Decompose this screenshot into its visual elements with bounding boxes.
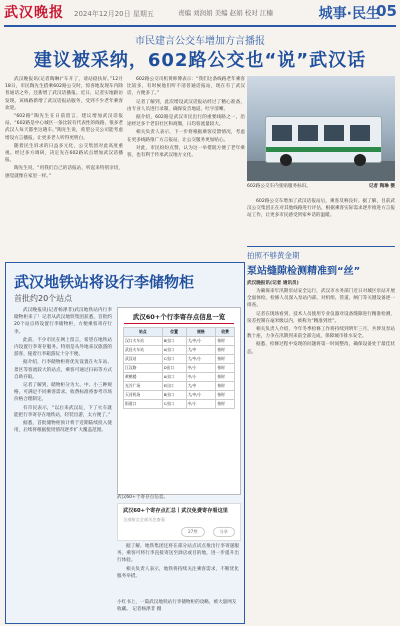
section-name: 城事·民生 bbox=[318, 6, 380, 22]
table-cell: 大/中/小 bbox=[186, 391, 216, 400]
table-cell: 光谷广场 bbox=[124, 382, 163, 391]
table-cell: 武昌火车站 bbox=[124, 346, 163, 355]
table-cell: B出口 bbox=[162, 391, 186, 400]
side-body bbox=[247, 288, 395, 357]
bus-shape bbox=[265, 116, 382, 163]
lead-column-2 bbox=[127, 76, 245, 160]
paragraph: 武汉晚报讯(记者杨涤非)武汉地铁站内行李储物柜来了！记者从武汉地铁集团获悉，首批约20个站点将设置行李储物柜，方便乘客寄存行李。 bbox=[14, 308, 112, 335]
paragraph: 记者在现场看到，技术人员使用专业仪器对设备缝隙进行精准检测，误差控制在毫米级以内，被称为“精准到丝”。 bbox=[247, 311, 395, 324]
table-cell: 中/小 bbox=[186, 373, 216, 382]
feature-column-2 bbox=[117, 543, 239, 581]
side-divider bbox=[247, 246, 395, 247]
photo-ground bbox=[247, 161, 395, 181]
table-cell: 按时 bbox=[216, 373, 235, 382]
article-card[interactable] bbox=[117, 503, 241, 541]
bus-wheel bbox=[354, 154, 366, 166]
page-number: 05 bbox=[376, 2, 397, 20]
newspaper-logo: 武汉晚报 bbox=[4, 5, 64, 21]
paragraph: 据悉，检修过程中发现的问题将第一时间整改，确保设备处于最佳状态。 bbox=[247, 342, 395, 355]
lead-headline: 建议被采纳，602路公交也“说”武汉话 bbox=[33, 50, 367, 71]
like-button[interactable]: 27赞 bbox=[181, 527, 205, 537]
table-header: 收费 bbox=[216, 328, 235, 337]
table-header: 规格 bbox=[186, 328, 216, 337]
feature-subtitle: 首批约20个站点 bbox=[14, 294, 73, 303]
phone-title: 武汉60+个行李寄存点信息一览 bbox=[132, 313, 226, 321]
paragraph: 武汉晚报讯(记者陶琳)“车开了，请站稳扶好。”12月18日，市民陶先生搭乘602路公交时，惊喜地发现车内除普通话之外，还新增了武汉话播报。近日，记者实地跟访发现，该线路新增了武汉话报站服务，受到不少老年乘客欢迎。 bbox=[5, 77, 123, 111]
table-cell: E出口 bbox=[162, 382, 186, 391]
table-cell: 大/中/小 bbox=[186, 355, 216, 364]
photo-caption bbox=[247, 183, 395, 190]
side-headline: 泵站缝隙检测精准到“丝” bbox=[247, 266, 361, 277]
paragraph: 602路公交车增加了武汉话报站后，乘客反响良好。据了解，目前武汉公交集团正在对其他线路进行评估，根据乘客实际需求逐步推进方言报站工作，让更多市民感受到家乡话的温暖。 bbox=[247, 199, 395, 219]
bus-window bbox=[272, 125, 292, 141]
table-cell: 按时 bbox=[216, 364, 235, 373]
table-cell: 按时 bbox=[216, 391, 235, 400]
table-row bbox=[124, 355, 235, 364]
paragraph: 602路公交司机黄师傅表示：“我们这条线路老年乘客比较多，有时候他们听不清普通话报站，现在有了武汉话，方便多了。” bbox=[127, 77, 245, 97]
table-cell: 黄鹤楼 bbox=[124, 373, 163, 382]
masthead-rule bbox=[4, 25, 396, 27]
table-header-row bbox=[124, 328, 235, 337]
paragraph: 相关负责人表示，地铁将持续关注乘客需求，不断优化服务举措。 bbox=[117, 566, 239, 579]
table-cell: 汉口火车站 bbox=[124, 337, 163, 346]
paragraph: 记者了解到，此次增设武汉话报站经过了精心准备，由专业人员进行录制，确保发音地道、吐字清晰。 bbox=[127, 99, 245, 112]
paragraph: 相关负责人表示，下一步将根据乘客反馈情况，考虑在更多线路推广方言报站，让公交服务更加贴心。 bbox=[127, 130, 245, 143]
lead-kicker: 市民建言公交车增加方言播报 bbox=[135, 36, 265, 47]
table-cell: B出口 bbox=[162, 337, 186, 346]
photo-caption-text: 602路公交车内张贴服务标识。 bbox=[247, 184, 311, 189]
table-cell: A出口 bbox=[162, 373, 186, 382]
table-cell: 天河机场 bbox=[124, 391, 163, 400]
bus-window bbox=[324, 125, 344, 141]
feature-footer-credit: 记者杨涤非 摄 bbox=[132, 607, 162, 612]
share-button[interactable]: 分享 bbox=[213, 527, 235, 537]
phone-caption: 武汉60+个寄存点信息。 bbox=[117, 495, 169, 500]
table-row bbox=[124, 373, 235, 382]
table-row bbox=[124, 382, 235, 391]
article-card-title: 武汉60+个寄存点汇总丨武汉免费寄存看这里 bbox=[123, 508, 228, 514]
storage-table bbox=[123, 327, 235, 409]
paragraph: 据介绍，602路是武汉市民出行的重要线路之一，沿途经过多个老旧社区和商圈，日均客流量较大。 bbox=[127, 115, 245, 128]
paragraph: 据介绍，行李储物柜将优先设置在火车站、景区等客流较大的站点，乘客可通过扫码等方式自助存取。 bbox=[14, 360, 112, 380]
table-row bbox=[124, 391, 235, 400]
table-cell: 按时 bbox=[216, 382, 235, 391]
bus-photo bbox=[247, 76, 395, 181]
table-cell: 按时 bbox=[216, 337, 235, 346]
paragraph: 记者了解到，储物柜分为大、中、小三种规格，可满足不同乘客需求。收费标准将参考市场价格合理制定。 bbox=[14, 383, 112, 403]
table-cell: 中/小 bbox=[186, 364, 216, 373]
table-cell: 大/中 bbox=[186, 346, 216, 355]
feature-column-1 bbox=[14, 307, 112, 435]
table-body bbox=[124, 337, 235, 409]
paragraph: 陶先生说，“用我们自己的话报站，听起来特别亲切，感觉就像在家里一样。” bbox=[5, 166, 123, 179]
editor-credits: 责编 刘润娟 美编 赵娟 校对 江楠 bbox=[178, 9, 273, 17]
lead-column-1 bbox=[5, 76, 123, 181]
table-cell: C出口 bbox=[162, 355, 186, 364]
paragraph: 此前，不少市民在网上留言，希望在地铁站内设置行李寄存服务。特别是从外地来汉旅游的游客，拖着行李箱游玩十分不便。 bbox=[14, 337, 112, 358]
feature-headline: 武汉地铁站将设行李储物柜 bbox=[14, 273, 195, 291]
table-row bbox=[124, 400, 235, 409]
table-cell: A出口 bbox=[162, 346, 186, 355]
paragraph: 据悉，首批储物柜预计将于近期陆续投入使用，后续将根据使用情况逐步扩大覆盖范围。 bbox=[14, 421, 112, 434]
table-row bbox=[124, 364, 235, 373]
article-card-actions bbox=[178, 518, 235, 537]
feature-footer-text: 小红书上，一篇武汉地铁站行李储物柜的攻略，被大量网友收藏。 bbox=[117, 600, 237, 612]
article-card-text: 全部按点全部关注查看 bbox=[123, 517, 165, 522]
phone-title-rule bbox=[124, 323, 234, 324]
table-header: 站点 bbox=[124, 328, 163, 337]
phone-screenshot bbox=[117, 307, 241, 495]
side-byline: 武汉晚报讯(记者 通讯员) bbox=[247, 281, 299, 286]
table-cell: D出口 bbox=[162, 364, 186, 373]
paragraph: 随着民生诉求的日益多元化，公交集团对此高度重视。经过多方调研，决定先在602路试点增加武汉话播报。 bbox=[5, 143, 123, 164]
table-cell: 中/小 bbox=[186, 400, 216, 409]
bus-wheel bbox=[280, 154, 292, 166]
feature-box bbox=[5, 262, 245, 624]
table-header: 位置 bbox=[162, 328, 186, 337]
paragraph: 相关负责人介绍，今年冬季检修工作将持续到明年三月，共涉及泵站数十座，力争在汛期到来前全部完成，保障城市排水安全。 bbox=[247, 327, 395, 340]
side-kicker: 拍照不够黄金期 bbox=[247, 251, 300, 260]
feature-footer bbox=[117, 599, 239, 613]
bus-window bbox=[298, 125, 318, 141]
table-cell: 按时 bbox=[216, 346, 235, 355]
lead-right-text bbox=[247, 198, 395, 220]
table-cell: 江汉路 bbox=[124, 364, 163, 373]
bus-stripe bbox=[266, 147, 381, 152]
paragraph: 据了解，地铁集团还将在部分站点试点推出行李寄递服务，乘客可将行李直接寄送至酒店或目的地，进一步提升出行体验。 bbox=[117, 544, 239, 564]
table-cell: C出口 bbox=[162, 400, 186, 409]
table-cell: 街道口 bbox=[124, 400, 163, 409]
paragraph: “602路”陶先生在日前留言，建议增加武汉话报站。“602路是中心城区一条比较有代表性的线路，很多老武汉人每天都坐这趟车。”陶先生说，希望公交公司能考虑增设方言播报，让更多老人听得更明白。 bbox=[5, 114, 123, 141]
paragraph: 对此，市民纷纷点赞，认为这一举措既方便了老年乘客，也有利于传承武汉地方文化。 bbox=[127, 145, 245, 159]
table-cell: 大/中 bbox=[186, 382, 216, 391]
bus-window bbox=[350, 125, 370, 141]
table-cell: 大/中/小 bbox=[186, 337, 216, 346]
paragraph: 为确保来年汛期泵站安全运行，武汉市水务部门近日对城区泵站开展全面体检。检修人员深入泵站内部，对机组、管道、闸门等关键设备逐一排查。 bbox=[247, 289, 395, 309]
photo-credit: 记者 陶琳 摄 bbox=[368, 184, 395, 189]
table-row bbox=[124, 346, 235, 355]
table-cell: 武汉站 bbox=[124, 355, 163, 364]
table-cell: 按时 bbox=[216, 355, 235, 364]
paragraph: 有市民表示，“以后来武汉玩，下了火车就能把行李寄存在地铁站，轻装出游，太方便了。” bbox=[14, 405, 112, 418]
table-cell: 按时 bbox=[216, 400, 235, 409]
table-row bbox=[124, 337, 235, 346]
masthead bbox=[0, 0, 400, 26]
issue-date: 2024年12月20日 星期五 bbox=[74, 10, 154, 18]
